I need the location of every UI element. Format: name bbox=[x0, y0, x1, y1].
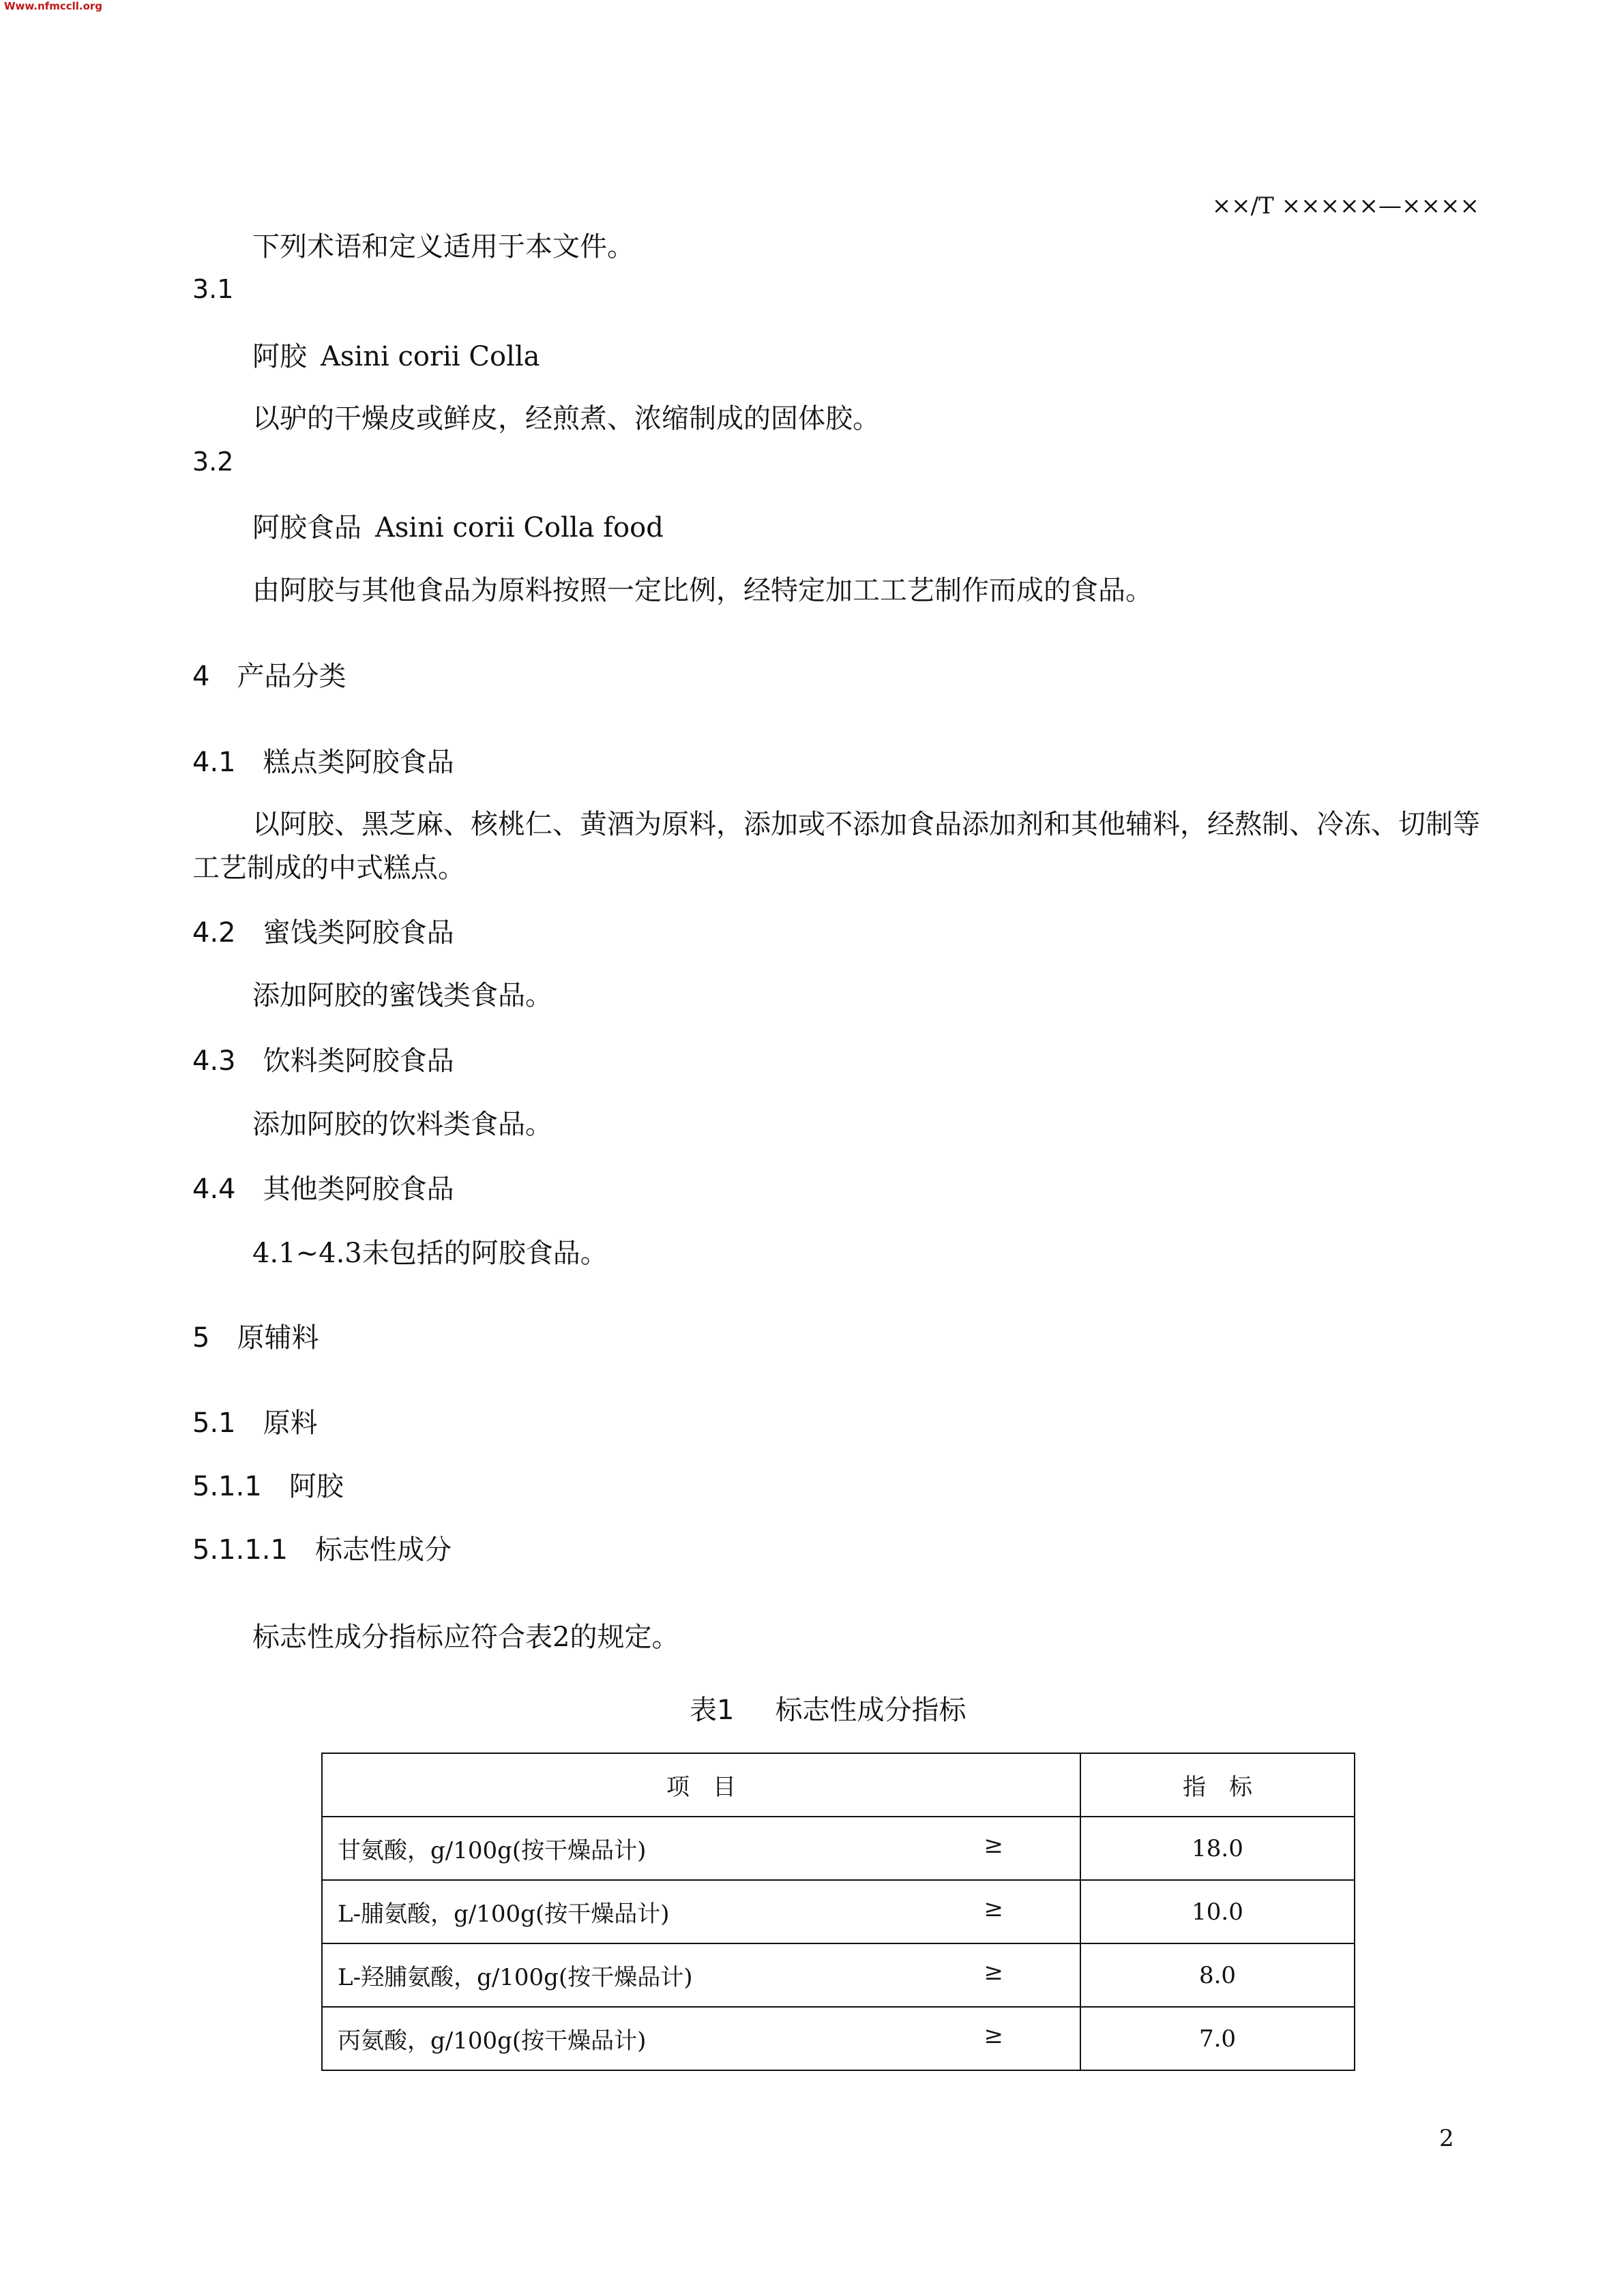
table-cell-item-text: L-羟脯氨酸，g/100g(按干燥品计) bbox=[338, 1964, 693, 1991]
table-cell-value: 7.0 bbox=[1080, 2007, 1355, 2070]
term-number: 3.2 bbox=[192, 447, 234, 477]
table-cell-item-text: 丙氨酸，g/100g(按干燥品计) bbox=[338, 2027, 647, 2055]
term-heading bbox=[252, 506, 664, 550]
term-cn: 阿胶食品 bbox=[252, 512, 361, 543]
table-row bbox=[322, 1817, 1355, 1880]
table-cell-item-text: 甘氨酸，g/100g(按干燥品计) bbox=[338, 1837, 647, 1864]
section-number: 4 bbox=[192, 661, 210, 692]
subsection-paragraph: 添加阿胶的蜜饯类食品。 bbox=[252, 980, 552, 1011]
table-cell-item-text: L-脯氨酸，g/100g(按干燥品计) bbox=[338, 1900, 670, 1928]
table-cell-value: 8.0 bbox=[1080, 1943, 1355, 2007]
table-cell-item bbox=[322, 1880, 1080, 1943]
table-cell-operator: ≥ bbox=[984, 1958, 1003, 1986]
term-definition: 以驴的干燥皮或鲜皮，经煎煮、浓缩制成的固体胶。 bbox=[252, 403, 880, 434]
subsection-title: 标志性成分 bbox=[314, 1534, 452, 1566]
document-header: ××/T ×××××—×××× bbox=[1211, 192, 1479, 220]
table-header-row bbox=[322, 1753, 1355, 1817]
table-cell-item bbox=[322, 2007, 1080, 2070]
watermark: Www.nfmccll.org bbox=[4, 0, 103, 12]
table-cell-item bbox=[322, 1943, 1080, 2007]
subsection-title: 阿胶 bbox=[289, 1471, 344, 1502]
subsection-number: 4.2 bbox=[192, 917, 236, 949]
subsection-heading bbox=[192, 911, 454, 950]
subsection-number: 5.1 bbox=[192, 1407, 236, 1439]
page-number: 2 bbox=[1439, 2125, 1454, 2152]
subsection-heading bbox=[192, 1465, 344, 1504]
table-row bbox=[322, 1943, 1355, 2007]
table-cell-operator: ≥ bbox=[984, 1895, 1003, 1922]
table-caption bbox=[690, 1688, 966, 1727]
term-cn: 阿胶 bbox=[252, 341, 307, 372]
table-cell-value: 10.0 bbox=[1080, 1880, 1355, 1943]
subsection-paragraph: 以阿胶、黑芝麻、核桃仁、黄酒为原料，添加或不添加食品添加剂和其他辅料，经熬制、冷冻、切制等工艺制成的中式糕点。 bbox=[192, 809, 1480, 884]
subsection-title: 原料 bbox=[263, 1407, 318, 1439]
table-header-value: 指 标 bbox=[1080, 1753, 1355, 1817]
subsection-paragraph: 标志性成分指标应符合表2的规定。 bbox=[252, 1622, 679, 1653]
table-caption-number: 表1 bbox=[690, 1695, 735, 1726]
subsection-heading bbox=[192, 1167, 454, 1206]
table-row bbox=[322, 2007, 1355, 2070]
table-row bbox=[322, 1880, 1355, 1943]
spec-table bbox=[321, 1753, 1355, 2071]
subsection-paragraph: 添加阿胶的饮料类食品。 bbox=[252, 1109, 552, 1140]
table-cell-item bbox=[322, 1817, 1080, 1880]
subsection-heading bbox=[192, 1401, 318, 1440]
table-cell-value: 18.0 bbox=[1080, 1817, 1355, 1880]
subsection-paragraph: 4.1~4.3未包括的阿胶食品。 bbox=[252, 1238, 608, 1269]
subsection-title: 其他类阿胶食品 bbox=[263, 1174, 454, 1205]
subsection-heading bbox=[192, 1528, 452, 1567]
term-definition: 由阿胶与其他食品为原料按照一定比例，经特定加工工艺制作而成的食品。 bbox=[252, 575, 1153, 606]
term-en: Asini corii Colla food bbox=[375, 512, 664, 543]
section-title: 产品分类 bbox=[237, 661, 346, 692]
section-heading bbox=[192, 655, 346, 694]
table-header-item: 项 目 bbox=[322, 1753, 1080, 1817]
subsection-number: 5.1.1 bbox=[192, 1471, 262, 1502]
subsection-number: 4.1 bbox=[192, 747, 236, 778]
section-title: 原辅料 bbox=[237, 1322, 319, 1354]
table-cell-operator: ≥ bbox=[984, 2022, 1003, 2049]
subsection-title: 糕点类阿胶食品 bbox=[263, 747, 454, 778]
subsection-heading bbox=[192, 1039, 454, 1078]
term-en: Asini corii Colla bbox=[321, 341, 540, 372]
subsection-title: 蜜饯类阿胶食品 bbox=[263, 917, 454, 949]
term-number: 3.1 bbox=[192, 274, 234, 304]
subsection-number: 4.4 bbox=[192, 1174, 236, 1205]
intro-paragraph: 下列术语和定义适用于本文件。 bbox=[252, 231, 634, 263]
table-cell-operator: ≥ bbox=[984, 1832, 1003, 1859]
subsection-number: 5.1.1.1 bbox=[192, 1534, 288, 1566]
section-heading bbox=[192, 1316, 319, 1355]
subsection-heading bbox=[192, 741, 454, 779]
table-caption-title: 标志性成分指标 bbox=[775, 1695, 966, 1726]
subsection-title: 饮料类阿胶食品 bbox=[263, 1045, 454, 1077]
term-heading bbox=[252, 335, 540, 378]
section-number: 5 bbox=[192, 1322, 210, 1354]
subsection-number: 4.3 bbox=[192, 1045, 236, 1077]
